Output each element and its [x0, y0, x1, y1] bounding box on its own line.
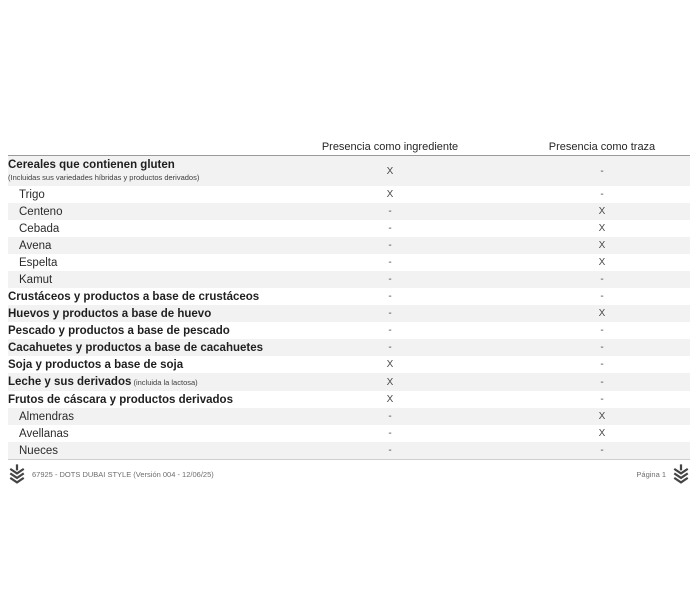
row-label: Pescado y productos a base de pescado — [8, 325, 230, 337]
table-row — [8, 220, 690, 237]
page-number: Página 1 — [636, 469, 666, 479]
table-row — [8, 442, 690, 459]
table-row — [8, 425, 690, 442]
value-ingrediente: - — [388, 308, 392, 319]
value-traza: - — [600, 291, 604, 302]
row-label: Huevos y productos a base de huevo — [8, 308, 212, 320]
table-row — [8, 156, 690, 186]
table-row — [8, 305, 690, 322]
row-label: Cereales que contienen gluten (Incluidas sus variedades híbridas y productos derivados) — [8, 156, 266, 186]
page-footer — [8, 459, 690, 485]
table-row — [8, 408, 690, 425]
table-row — [8, 322, 690, 339]
column-header-traza: Presencia como traza — [548, 141, 656, 153]
value-traza: X — [598, 240, 606, 251]
value-traza: - — [600, 342, 604, 353]
table-row — [8, 339, 690, 356]
wheat-icon — [8, 464, 26, 485]
row-label: Crustáceos y productos a base de crustáceos — [8, 291, 260, 303]
row-label: Espelta — [19, 257, 58, 269]
value-ingrediente: - — [388, 257, 392, 268]
row-label: Almendras — [19, 411, 74, 423]
table-body — [8, 156, 690, 459]
value-ingrediente: X — [386, 189, 394, 200]
value-ingrediente: - — [388, 274, 392, 285]
value-ingrediente: - — [388, 291, 392, 302]
row-label: Soja y productos a base de soja — [8, 359, 184, 371]
value-traza: - — [600, 394, 604, 405]
value-traza: X — [598, 428, 606, 439]
row-label: Nueces — [19, 445, 58, 457]
table-row — [8, 356, 690, 373]
column-header-ingrediente: Presencia como ingrediente — [321, 141, 459, 153]
value-ingrediente: - — [388, 240, 392, 251]
row-label: Cacahuetes y productos a base de cacahuetes — [8, 342, 264, 354]
table-row — [8, 391, 690, 408]
row-label: Avena — [19, 240, 52, 252]
value-ingrediente: - — [388, 411, 392, 422]
table-row — [8, 373, 690, 391]
row-label-note: (incluida la lactosa) — [131, 378, 198, 387]
table-row — [8, 237, 690, 254]
value-ingrediente: X — [386, 394, 394, 405]
allergen-table-document — [8, 136, 690, 485]
document-reference: 67925 - DOTS DUBAI STYLE (Versión 004 - 12/06/25) — [32, 469, 214, 479]
row-label: Centeno — [19, 206, 63, 218]
value-ingrediente: - — [388, 325, 392, 336]
value-traza: - — [600, 325, 604, 336]
value-traza: - — [600, 376, 604, 388]
value-traza: - — [600, 445, 604, 456]
table-row — [8, 203, 690, 220]
value-traza: X — [598, 411, 606, 422]
table-header-row — [8, 136, 690, 156]
value-ingrediente: - — [388, 342, 392, 353]
row-label: Leche y sus derivados (incluida la lactosa) — [8, 376, 198, 388]
wheat-icon — [672, 464, 690, 485]
row-label: Kamut — [19, 274, 53, 286]
value-ingrediente: - — [388, 428, 392, 439]
row-label: Frutos de cáscara y productos derivados — [8, 394, 233, 406]
value-traza: - — [600, 165, 604, 177]
value-traza: X — [598, 223, 606, 234]
table-row — [8, 186, 690, 203]
value-traza: - — [600, 359, 604, 370]
value-traza: X — [598, 257, 606, 268]
value-ingrediente: - — [388, 206, 392, 217]
table-row — [8, 254, 690, 271]
table-row — [8, 288, 690, 305]
row-label: Avellanas — [19, 428, 69, 440]
value-ingrediente: - — [388, 223, 392, 234]
row-label: Cebada — [19, 223, 60, 235]
row-label-note: (Incluidas sus variedades híbridas y productos derivados) — [8, 173, 200, 182]
value-traza: X — [598, 308, 606, 319]
value-ingrediente: X — [386, 165, 394, 177]
value-traza: X — [598, 206, 606, 217]
value-ingrediente: X — [386, 359, 394, 370]
value-traza: - — [600, 274, 604, 285]
value-ingrediente: X — [386, 376, 394, 388]
value-ingrediente: - — [388, 445, 392, 456]
value-traza: - — [600, 189, 604, 200]
row-label: Trigo — [19, 189, 45, 201]
table-row — [8, 271, 690, 288]
